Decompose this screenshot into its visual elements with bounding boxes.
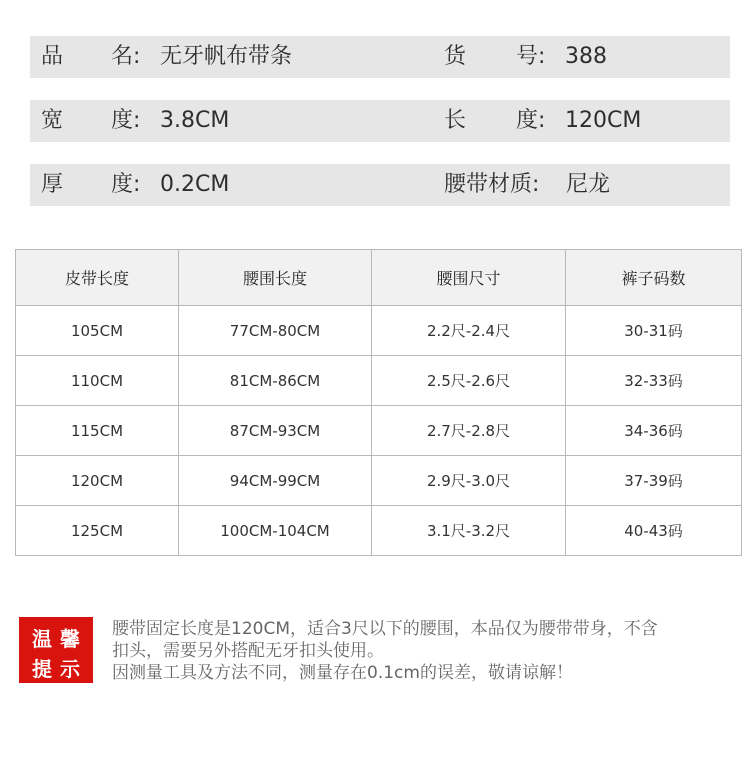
length-value: 120CM [565, 108, 642, 133]
spec-label-char: 名: [111, 44, 141, 69]
table-row [16, 306, 742, 356]
column-header: 腰围尺寸 [372, 250, 566, 306]
table-cell: 105CM [16, 306, 179, 356]
spec-label-char: 度: [111, 108, 141, 133]
tip-line: 因测量工具及方法不同，测量存在0.1cm的误差，敬请谅解！ [112, 663, 573, 683]
thickness-value: 0.2CM [160, 172, 230, 197]
table-cell: 2.9尺-3.0尺 [372, 456, 566, 506]
width-value: 3.8CM [160, 108, 230, 133]
badge-line: 提示 [32, 657, 88, 681]
spec-label-char: 长 [444, 108, 467, 133]
table-cell: 120CM [16, 456, 179, 506]
spec-label-char: 宽 [41, 108, 64, 133]
product-name-value: 无牙帆布带条 [160, 44, 293, 69]
spec-label-char: 度: [111, 172, 141, 197]
spec-label-char: 号: [516, 44, 546, 69]
column-header: 裤子码数 [566, 250, 742, 306]
table-cell: 77CM-80CM [179, 306, 372, 356]
table-cell: 100CM-104CM [179, 506, 372, 556]
table-cell: 2.7尺-2.8尺 [372, 406, 566, 456]
table-row [16, 456, 742, 506]
table-cell: 94CM-99CM [179, 456, 372, 506]
badge-line: 温馨 [32, 627, 88, 651]
table-row [16, 506, 742, 556]
spec-row-3 [30, 164, 730, 206]
size-table [15, 249, 742, 556]
spec-label-char: 度: [516, 108, 546, 133]
table-cell: 2.2尺-2.4尺 [372, 306, 566, 356]
warm-tip-text [112, 618, 744, 684]
spec-row-1 [30, 36, 730, 78]
spec-label: 腰带材质: [444, 172, 540, 197]
table-cell: 30-31码 [566, 306, 742, 356]
table-cell: 125CM [16, 506, 179, 556]
spec-label-char: 货 [444, 44, 467, 69]
table-cell: 32-33码 [566, 356, 742, 406]
tip-line: 腰带固定长度是120CM，适合3尺以下的腰围，本品仅为腰带带身，不含 [112, 619, 658, 639]
table-cell: 37-39码 [566, 456, 742, 506]
table-cell: 2.5尺-2.6尺 [372, 356, 566, 406]
table-row [16, 406, 742, 456]
table-cell: 115CM [16, 406, 179, 456]
material-value: 尼龙 [566, 172, 611, 197]
spec-row-2 [30, 100, 730, 142]
table-cell: 40-43码 [566, 506, 742, 556]
column-header: 皮带长度 [16, 250, 179, 306]
warm-tip-badge [19, 617, 93, 683]
table-row [16, 356, 742, 406]
tip-line: 扣头，需要另外搭配无牙扣头使用。 [112, 641, 384, 661]
column-header: 腰围长度 [179, 250, 372, 306]
table-cell: 110CM [16, 356, 179, 406]
table-cell: 34-36码 [566, 406, 742, 456]
item-number-value: 388 [565, 44, 607, 69]
table-cell: 87CM-93CM [179, 406, 372, 456]
spec-label-char: 厚 [41, 172, 64, 197]
spec-label-char: 品 [41, 44, 64, 69]
table-cell: 3.1尺-3.2尺 [372, 506, 566, 556]
table-cell: 81CM-86CM [179, 356, 372, 406]
table-header-row [16, 250, 742, 306]
